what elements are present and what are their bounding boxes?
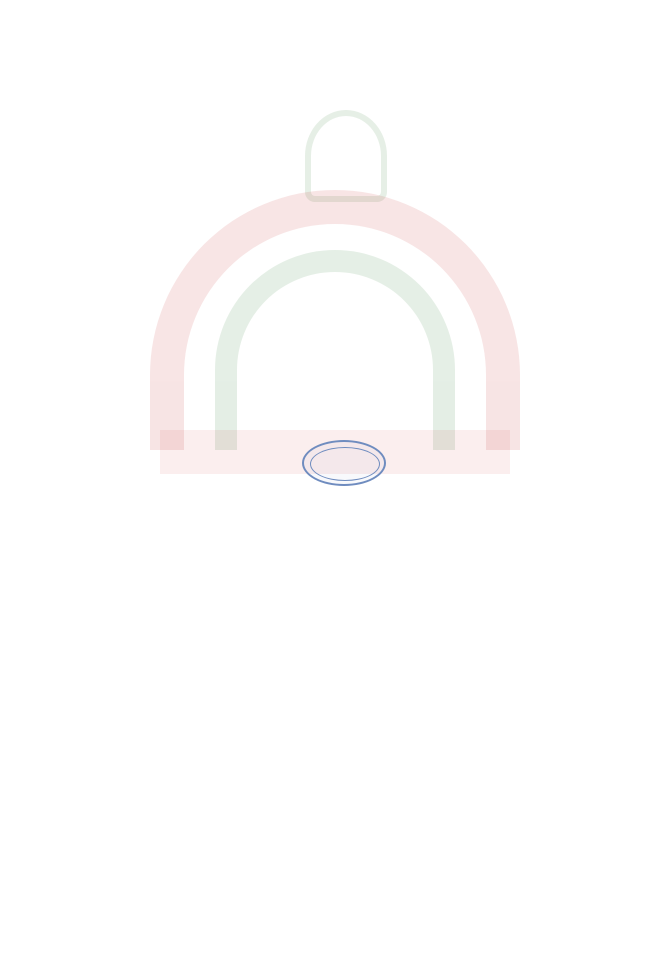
background-watermark	[120, 110, 550, 490]
decorative-border-left	[0, 0, 22, 960]
watermark-logo-icon	[305, 110, 387, 202]
decorative-border-right	[649, 0, 671, 960]
seal-inner-ring	[310, 447, 380, 481]
official-seal-stamp	[302, 440, 386, 486]
decorative-border-bottom	[0, 938, 671, 960]
decorative-border-top	[0, 0, 671, 22]
